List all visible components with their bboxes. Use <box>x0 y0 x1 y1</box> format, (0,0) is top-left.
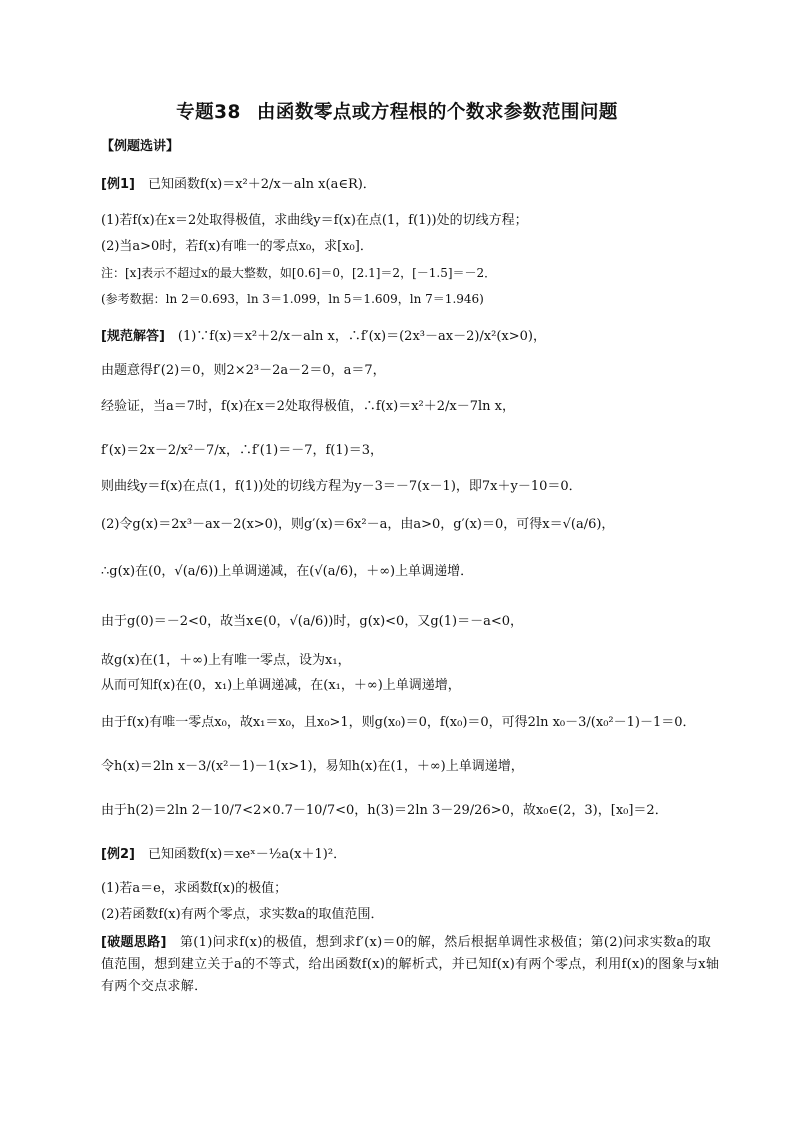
solution-line-4: f′(x)＝2x－2/x²－7/x，∴f′(1)＝－7，f(1)＝3， <box>101 443 383 458</box>
title-number: 38 <box>214 102 241 123</box>
solution-line-12: 令h(x)＝2ln x－3/(x²－1)－1(x>1)，易知h(x)在(1，＋∞)上单调递增， <box>101 759 524 774</box>
solution-idea <box>101 932 724 998</box>
title-prefix: 专题 <box>176 102 215 123</box>
example-2-text: 已知函数f(x)＝xeˣ－½a(x＋1)²． <box>134 847 347 862</box>
example-2-question-1: (1)若a＝e，求函数f(x)的极值； <box>101 881 288 896</box>
solution-line-11: 由于f(x)有唯一零点x₀，故x₁＝x₀，且x₀>1，则g(x₀)＝0，f(x₀)＝0，可得2ln x₀－3/(x₀²－1)－1＝0． <box>101 715 696 730</box>
example-1-question-1: (1)若f(x)在x＝2处取得极值，求曲线y＝f(x)在点(1，f(1))处的切线方程； <box>101 213 528 228</box>
example-1 <box>101 176 724 194</box>
section-heading: 【例题选讲】 <box>101 139 180 154</box>
solution-line-1-text: (1)∵f(x)＝x²＋2/x－aln x，∴f′(x)＝(2x³－ax－2)/x²(x>0)， <box>164 329 546 344</box>
solution-line-1 <box>101 328 724 346</box>
solution-line-5: 则曲线y＝f(x)在点(1，f(1))处的切线方程为y－3＝－7(x－1)，即7x＋y－10＝0． <box>101 479 582 494</box>
example-1-label: [例1] <box>101 177 135 192</box>
page-title <box>0 98 794 124</box>
solution-line-8: 由于g(0)＝－2<0，故当x∈(0，√(a/6))时，g(x)<0，又g(1)＝－a<0， <box>101 614 523 629</box>
solution-line-6: (2)令g(x)＝2x³－ax－2(x>0)，则g′(x)＝6x²－a，由a>0，g′(x)＝0，可得x＝√(a/6)， <box>101 517 615 532</box>
solution-idea-text: 第(1)问求f(x)的极值，想到求f′(x)＝0的解，然后根据单调性求极值；第(2)问求实数a的取值范围，想到建立关于a的不等式，给出函数f(x)的解析式，并已知f(x)有两个零点，利用f(x)的图象与x轴有两个交点求解． <box>101 935 720 994</box>
solution-idea-label: [破题思路] <box>101 935 167 950</box>
solution-line-10: 从而可知f(x)在(0，x₁)上单调递减，在(x₁，＋∞)上单调递增， <box>101 678 461 693</box>
solution-line-2: 由题意得f′(2)＝0，则2×2³－2a－2＝0，a＝7， <box>101 363 386 378</box>
example-1-reference-data: (参考数据：ln 2＝0.693，ln 3＝1.099，ln 5＝1.609，ln 7＝1.946) <box>101 292 484 306</box>
solution-line-13: 由于h(2)＝2ln 2－10/7<2×0.7－10/7<0，h(3)＝2ln 3－29/26>0，故x₀∈(2，3)，[x₀]＝2． <box>101 803 668 818</box>
example-2-question-2: (2)若函数f(x)有两个零点，求实数a的取值范围． <box>101 907 384 922</box>
title-text: 由函数零点或方程根的个数求参数范围问题 <box>256 102 618 123</box>
solution-line-3: 经验证，当a＝7时，f(x)在x＝2处取得极值，∴f(x)＝x²＋2/x－7ln x， <box>101 399 515 414</box>
solution-line-7: ∴g(x)在(0，√(a/6))上单调递减，在(√(a/6)，＋∞)上单调递增． <box>101 564 474 579</box>
example-1-note: 注：[x]表示不超过x的最大整数，如[0.6]＝0，[2.1]＝2，[－1.5]＝－2． <box>101 266 497 280</box>
example-1-question-2: (2)当a>0时，若f(x)有唯一的零点x₀，求[x₀]． <box>101 239 373 254</box>
solution-line-9: 故g(x)在(1，＋∞)上有唯一零点，设为x₁， <box>101 653 351 668</box>
example-2-label: [例2] <box>101 847 135 862</box>
example-2 <box>101 846 724 864</box>
example-1-text: 已知函数f(x)＝x²＋2/x－aln x(a∈R)． <box>134 177 376 192</box>
solution-label: [规范解答] <box>101 329 165 344</box>
